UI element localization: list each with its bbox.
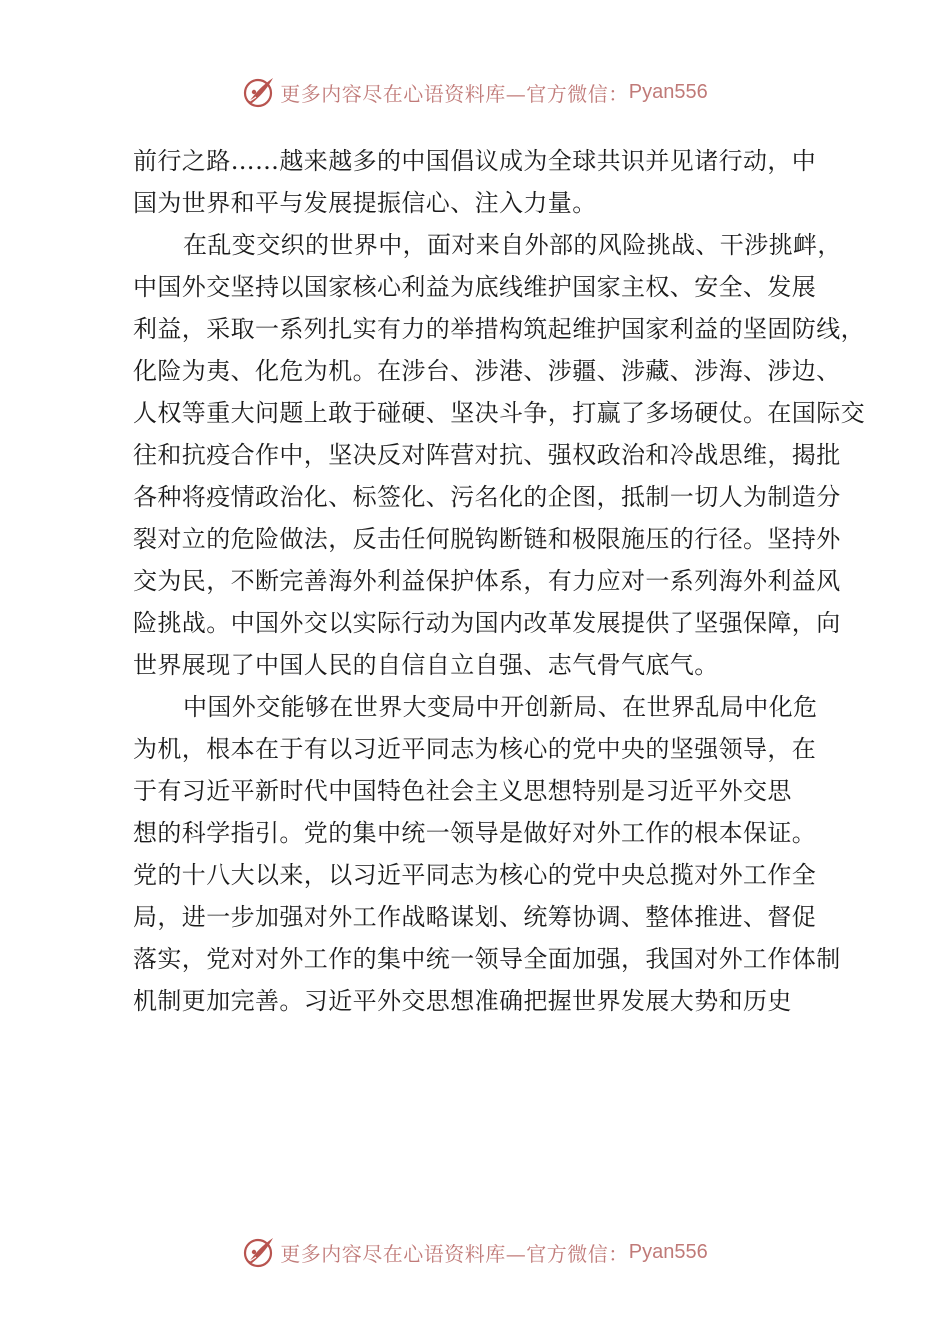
header-text: 更多内容尽在心语资料库—官方微信： (280, 81, 629, 106)
body-line: 中国外交能够在世界大变局中开创新局、在世界乱局中化危 (183, 693, 818, 721)
body-line: 人权等重大问题上敢于碰硬、坚决斗争，打赢了多场硬仗。在国际交 (133, 399, 865, 427)
body-line: 前行之路……越来越多的中国倡议成为全球共识并见诸行动，中 (133, 147, 817, 175)
header-wechat-id: Pyan556 (628, 80, 708, 103)
body-line: 想的科学指引。党的集中统一领导是做好对外工作的根本保证。 (133, 819, 817, 847)
body-line: 世界展现了中国人民的自信自立自强、志气骨气底气。 (133, 651, 719, 679)
footer-wechat-id: Pyan556 (628, 1240, 708, 1263)
header-banner (0, 72, 950, 112)
body-line: 于有习近平新时代中国特色社会主义思想特别是习近平外交思 (133, 777, 792, 805)
body-line: 利益，采取一系列扎实有力的举措构筑起维护国家利益的坚固防线， (133, 315, 865, 343)
body-line: 机制更加完善。习近平外交思想准确把握世界发展大势和历史 (133, 987, 792, 1015)
footer-text: 更多内容尽在心语资料库—官方微信： (280, 1241, 629, 1266)
body-line: 化险为夷、化危为机。在涉台、涉港、涉疆、涉藏、涉海、涉边、 (133, 357, 841, 385)
body-line: 落实，党对对外工作的集中统一领导全面加强，我国对外工作体制 (133, 945, 841, 973)
body-line: 各种将疫情政治化、标签化、污名化的企图，抵制一切人为制造分 (133, 483, 841, 511)
body-line: 裂对立的危险做法，反击任何脱钩断链和极限施压的行径。坚持外 (133, 525, 841, 553)
body-line: 局，进一步加强对外工作战略谋划、统筹协调、整体推进、督促 (133, 903, 817, 931)
body-line: 为机，根本在于有以习近平同志为核心的党中央的坚强领导，在 (133, 735, 817, 763)
footer-banner (0, 1232, 950, 1272)
body-line: 在乱变交织的世界中，面对来自外部的风险挑战、干涉挑衅， (183, 231, 842, 259)
body-line: 国为世界和平与发展提振信心、注入力量。 (133, 189, 597, 217)
body-line: 往和抗疫合作中，坚决反对阵营对抗、强权政治和冷战思维，揭批 (133, 441, 841, 469)
body-line: 中国外交坚持以国家核心利益为底线维护国家主权、安全、发展 (133, 273, 817, 301)
body-line: 险挑战。中国外交以实际行动为国内改革发展提供了坚强保障，向 (133, 609, 841, 637)
body-line: 交为民，不断完善海外利益保护体系，有力应对一系列海外利益风 (133, 567, 841, 595)
quill-pen-logo-icon (242, 75, 276, 109)
body-line: 党的十八大以来，以习近平同志为核心的党中央总揽对外工作全 (133, 861, 817, 889)
quill-pen-logo-icon (242, 1235, 276, 1269)
document-body (133, 140, 863, 1022)
